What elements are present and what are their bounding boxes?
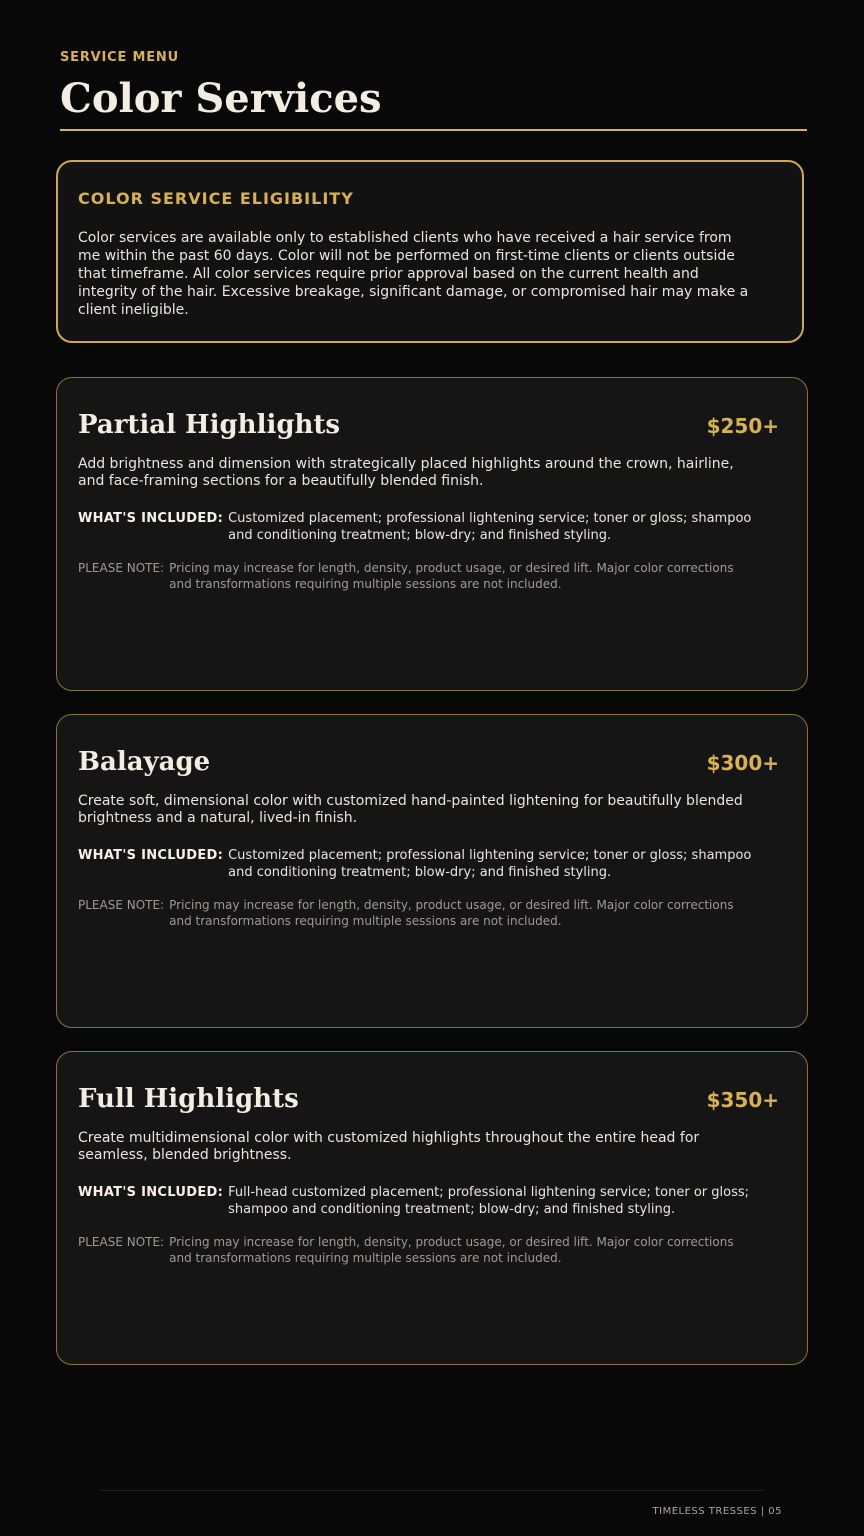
whats-included (78, 510, 758, 544)
footer-divider (100, 1490, 764, 1491)
whats-included (78, 1184, 758, 1218)
service-name: Partial Highlights (78, 410, 341, 440)
whats-included-label: WHAT'S INCLUDED: (78, 1185, 224, 1200)
service-price: $250+ (706, 414, 779, 438)
please-note-label: PLEASE NOTE: (78, 561, 165, 575)
service-price: $300+ (706, 751, 779, 775)
whats-included-label: WHAT'S INCLUDED: (78, 511, 224, 526)
service-name: Balayage (78, 747, 211, 777)
whats-included-text: Customized placement; professional lightening service; toner or gloss; shampoo and conditioning treatment; blow-dry; and finished styling. (228, 511, 752, 543)
service-menu-kicker: SERVICE MENU (60, 50, 179, 65)
please-note (78, 560, 758, 592)
whats-included (78, 847, 758, 881)
eligibility-body: Color services are available only to established clients who have received a hair service from me within the past 60 days. Color will not be performed on first-time clients or clients outside that timeframe. All color services require prior approval based on the current health and integrity of the hair. Excessive breakage, significant damage, or compromised hair may make a client ineligible. (78, 230, 749, 318)
please-note (78, 897, 758, 929)
whats-included-label: WHAT'S INCLUDED: (78, 848, 224, 863)
service-card-full-highlights (56, 1051, 808, 1365)
eligibility-card (56, 160, 804, 343)
page-title: Color Services (60, 75, 382, 122)
please-note-label: PLEASE NOTE: (78, 1235, 165, 1249)
please-note (78, 1234, 758, 1266)
service-description: Create soft, dimensional color with customized hand-painted lightening for beautifully blended brightness and a natural, lived-in finish. (78, 793, 743, 826)
service-description: Add brightness and dimension with strategically placed highlights around the crown, hairline, and face-framing sections for a beautifully blended finish. (78, 456, 734, 489)
title-divider (60, 129, 807, 131)
service-price: $350+ (706, 1088, 779, 1112)
please-note-text: Pricing may increase for length, density, product usage, or desired lift. Major color corrections and transformations requiring multiple sessions are not included. (169, 561, 734, 591)
service-description: Create multidimensional color with customized highlights throughout the entire head for seamless, blended brightness. (78, 1130, 700, 1163)
service-card-partial-highlights (56, 377, 808, 691)
service-card-balayage (56, 714, 808, 1028)
service-name: Full Highlights (78, 1084, 299, 1114)
whats-included-text: Full-head customized placement; professional lightening service; toner or gloss; shampoo and conditioning treatment; blow-dry; and finished styling. (228, 1185, 749, 1217)
please-note-text: Pricing may increase for length, density, product usage, or desired lift. Major color corrections and transformations requiring multiple sessions are not included. (169, 1235, 734, 1265)
please-note-text: Pricing may increase for length, density, product usage, or desired lift. Major color corrections and transformations requiring multiple sessions are not included. (169, 898, 734, 928)
footer-page-label: TIMELESS TRESSES | 05 (652, 1506, 782, 1517)
eligibility-heading: COLOR SERVICE ELIGIBILITY (78, 189, 354, 208)
please-note-label: PLEASE NOTE: (78, 898, 165, 912)
whats-included-text: Customized placement; professional lightening service; toner or gloss; shampoo and conditioning treatment; blow-dry; and finished styling. (228, 848, 752, 880)
